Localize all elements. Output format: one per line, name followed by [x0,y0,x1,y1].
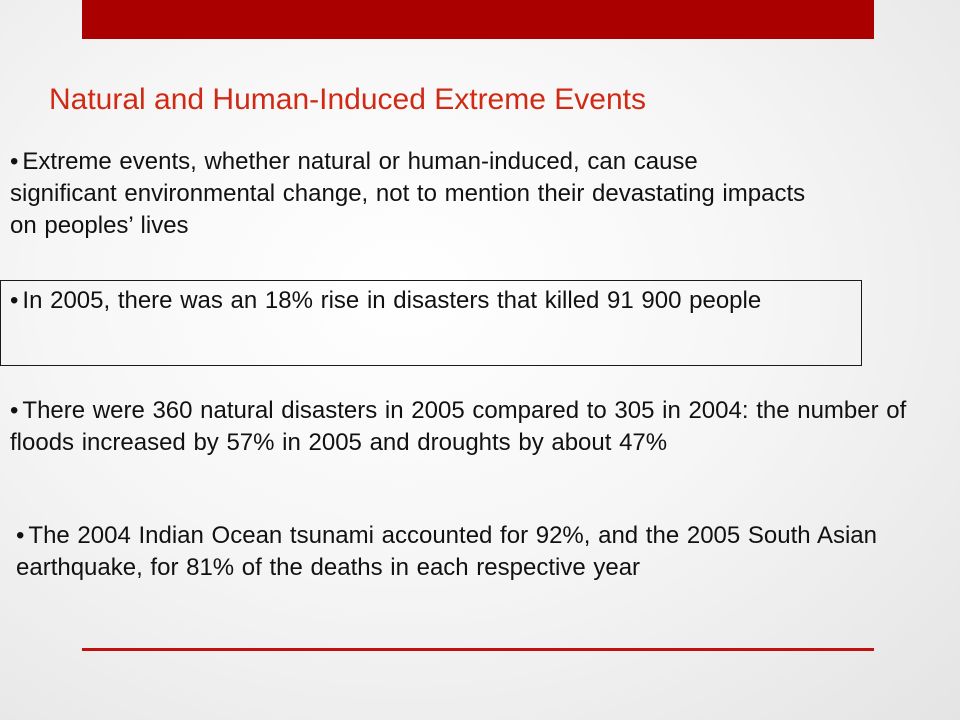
bottom-divider-line [82,648,874,651]
bullet-text: There were 360 natural disasters in 2005 compared to 305 in 2004: the number of floods increased by 57% in 2005 and droughts by about 47% [10,397,907,456]
slide-title: Natural and Human-Induced Extreme Events [49,83,646,116]
bullet-extreme-events [10,146,810,242]
bullet-text: Extreme events, whether natural or human-induced, can cause significant environmental change, not to mention their devastating impacts on peoples’ lives [10,148,806,239]
bullet-marker: • [10,287,19,314]
bullet-marker: • [16,522,25,549]
bullet-tsunami-earthquake [16,520,916,584]
bullet-marker: • [10,148,19,175]
bullet-disaster-counts [10,395,940,459]
bullet-marker: • [10,397,19,424]
bullet-text: In 2005, there was an 18% rise in disasters that killed 91 900 people [22,287,762,314]
bullet-2005-rise [10,285,850,317]
top-accent-bar [82,0,874,39]
bullet-text: The 2004 Indian Ocean tsunami accounted for 92%, and the 2005 South Asian earthquake, for 81% of the deaths in each respective year [16,522,877,581]
